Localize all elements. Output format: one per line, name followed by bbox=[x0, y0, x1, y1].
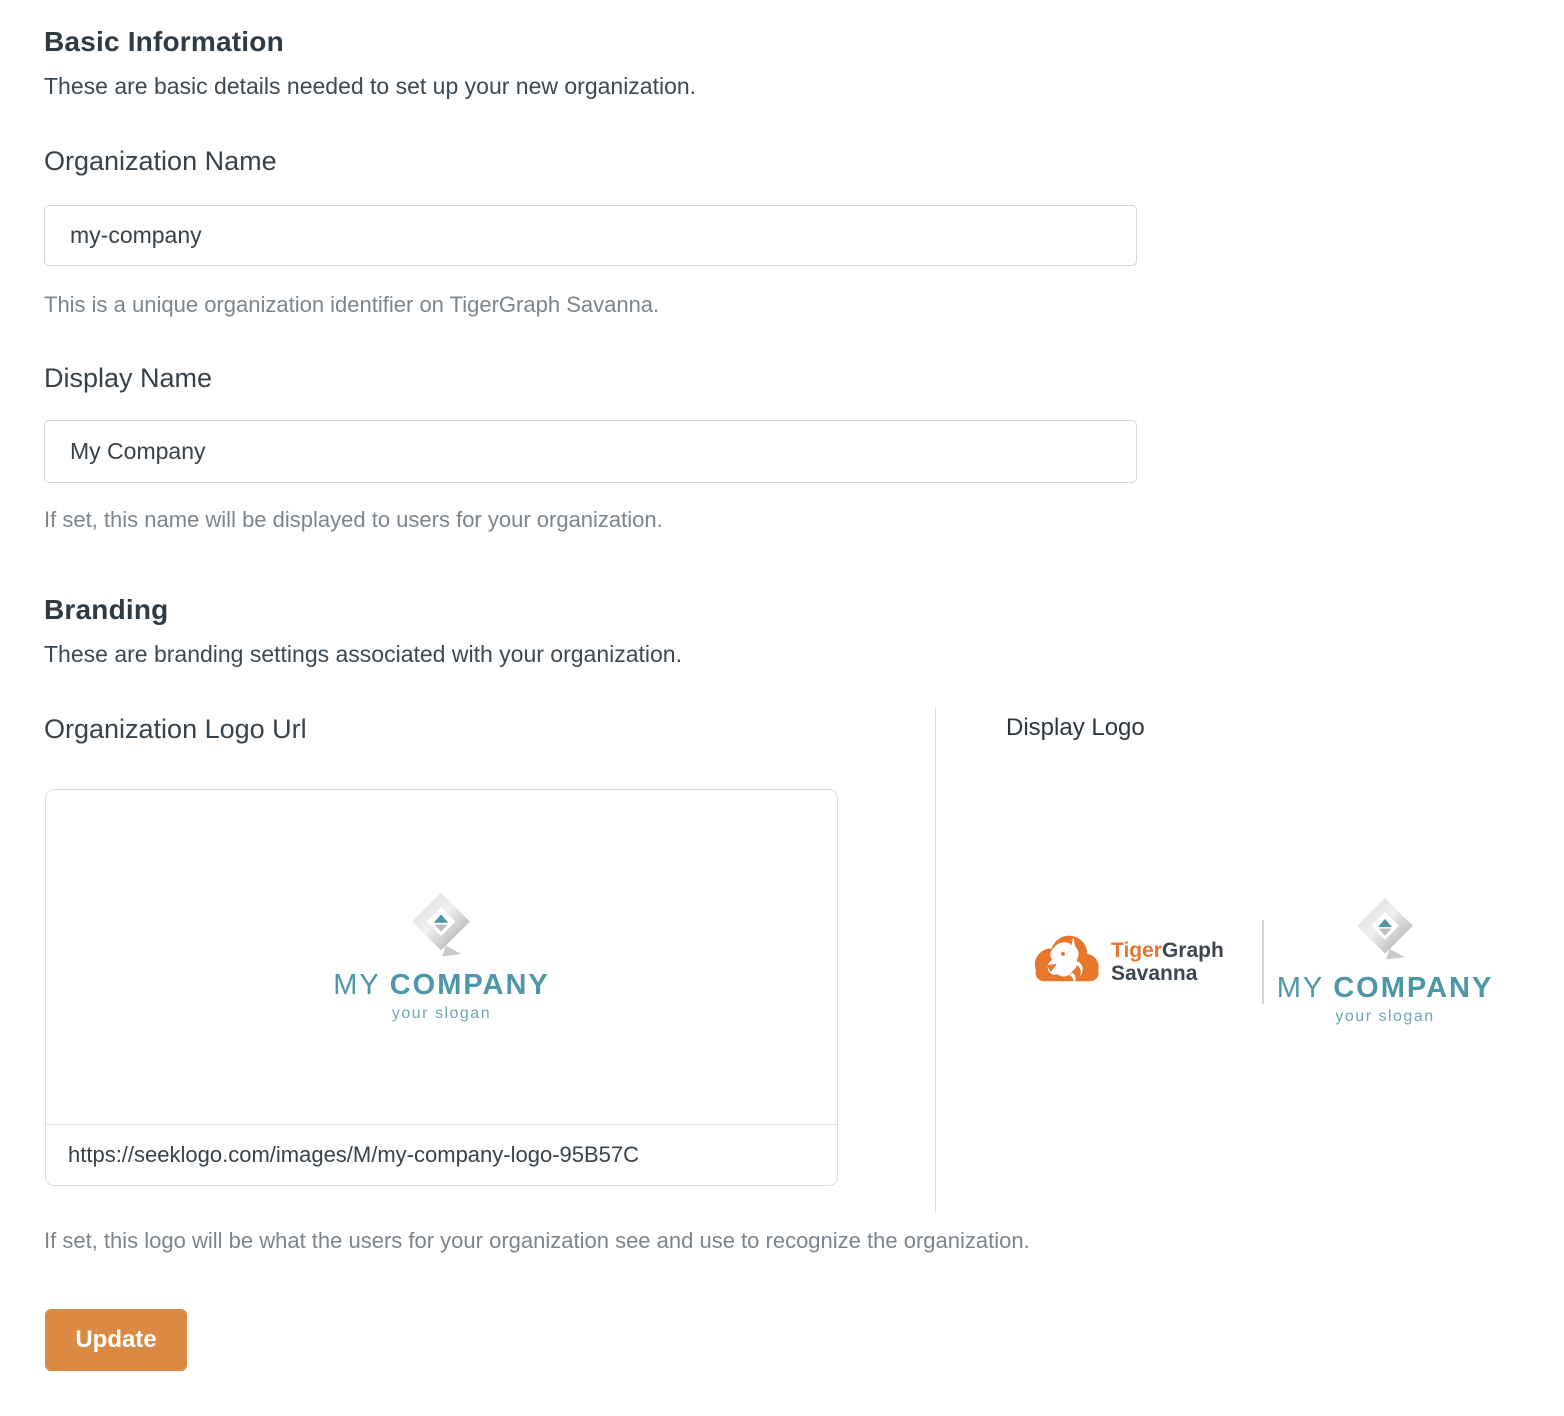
display-logo-label: Display Logo bbox=[1006, 714, 1145, 741]
display-name-input[interactable] bbox=[44, 420, 1137, 483]
update-button-label: Update bbox=[75, 1326, 157, 1353]
organization-logo-url-input[interactable] bbox=[46, 1125, 837, 1185]
update-button[interactable] bbox=[45, 1309, 187, 1371]
my-company-word1: MY bbox=[333, 969, 381, 1001]
my-company-wordmark bbox=[333, 969, 550, 1002]
display-my-company-word1: MY bbox=[1276, 972, 1325, 1004]
organization-name-helper: This is a unique organization identifier on TigerGraph Savanna. bbox=[44, 292, 660, 317]
branding-title: Branding bbox=[44, 594, 169, 625]
my-company-diamond-icon bbox=[411, 891, 471, 963]
tigergraph-cloud-icon bbox=[1028, 932, 1104, 994]
organization-logo-preview bbox=[46, 790, 837, 1124]
organization-logo-url-row bbox=[46, 1124, 837, 1185]
tigergraph-word-graph: Graph bbox=[1161, 939, 1224, 963]
logo-separator-divider bbox=[1262, 920, 1264, 1004]
organization-name-label: Organization Name bbox=[44, 146, 277, 176]
panel-divider bbox=[935, 708, 936, 1212]
branding-subtitle: These are branding settings associated with your organization. bbox=[44, 641, 682, 667]
tigergraph-savanna-logo bbox=[1028, 932, 1224, 994]
organization-name-input[interactable] bbox=[44, 205, 1137, 266]
organization-logo-helper: If set, this logo will be what the users for your organization see and use to recognize the organization. bbox=[44, 1228, 1030, 1253]
basic-information-subtitle: These are basic details needed to set up your new organization. bbox=[44, 73, 697, 99]
organization-logo-url-label: Organization Logo Url bbox=[44, 714, 307, 744]
my-company-slogan: your slogan bbox=[391, 1005, 492, 1022]
tigergraph-word-tiger: Tiger bbox=[1111, 939, 1162, 963]
display-name-helper: If set, this name will be displayed to users for your organization. bbox=[44, 507, 663, 532]
basic-information-title: Basic Information bbox=[44, 26, 284, 57]
display-my-company-logo bbox=[1276, 896, 1494, 1026]
tigergraph-wordmark bbox=[1111, 940, 1224, 985]
display-my-company-slogan: your slogan bbox=[1335, 1008, 1435, 1025]
display-my-company-diamond-icon bbox=[1356, 896, 1414, 966]
organization-logo-box bbox=[45, 789, 838, 1186]
display-my-company-word2: COMPANY bbox=[1333, 972, 1494, 1004]
my-company-word2: COMPANY bbox=[389, 969, 550, 1001]
display-my-company-wordmark bbox=[1277, 972, 1494, 1005]
display-name-label: Display Name bbox=[44, 363, 213, 393]
tigergraph-word-savanna: Savanna bbox=[1111, 962, 1198, 985]
my-company-logo bbox=[333, 891, 550, 1023]
